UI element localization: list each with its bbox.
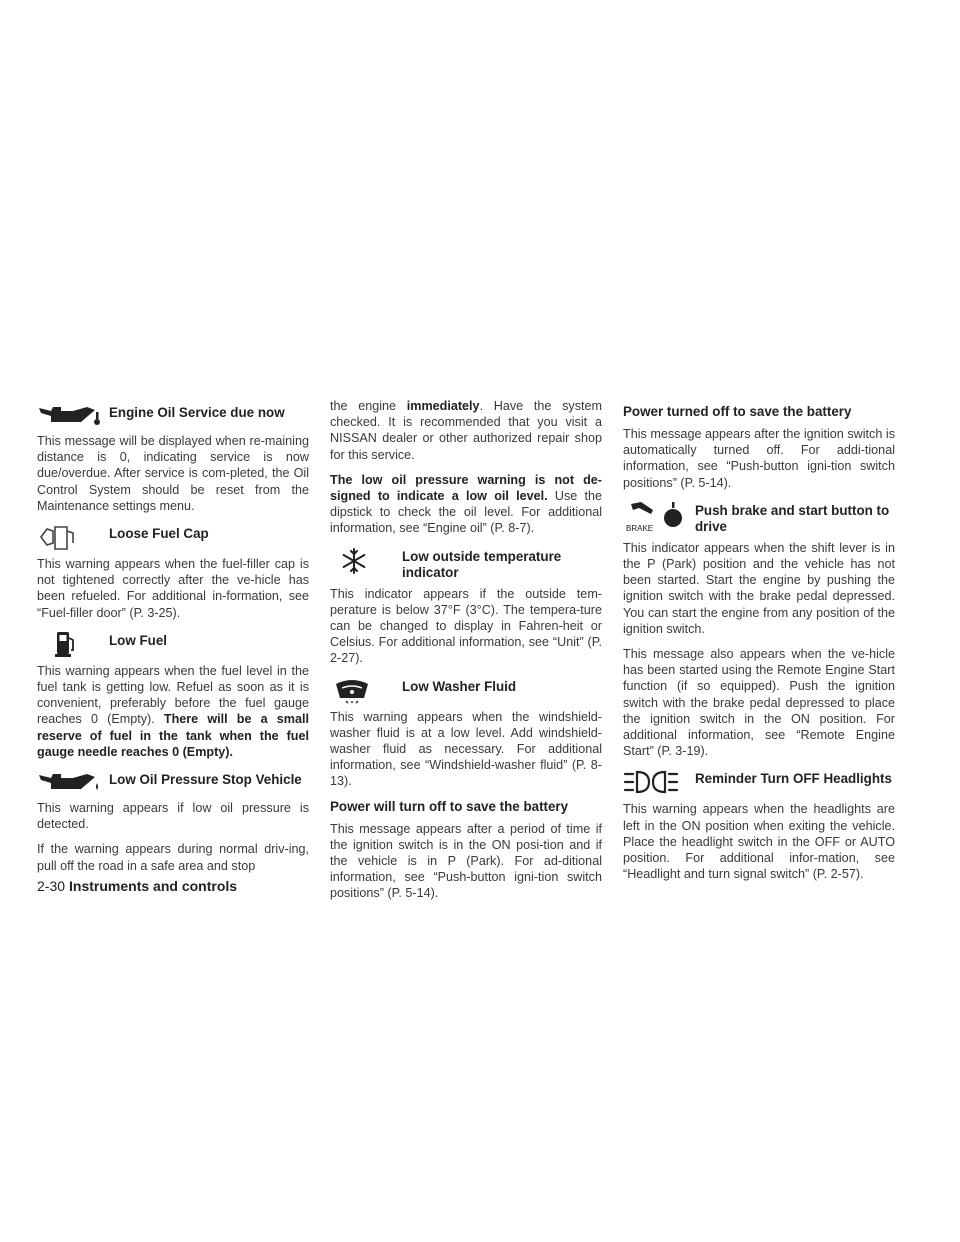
low-oil-title: Low Oil Pressure Stop Vehicle [109,772,302,788]
fuel-cap-title: Loose Fuel Cap [109,526,209,542]
page-number: 2-30 [37,878,66,894]
power-turned-off-title: Power turned off to save the battery [623,404,852,419]
power-turned-off-text: This message appears after the ignition switch is automatically turned off. For addi-tional information, see “Push-button igni-tion switch positions” (P. 5-14). [623,427,895,490]
washer-text: This warning appears when the windshield-washer fluid is at a low level. Add windshield-washer fluid as necessary. For additional information, see “Windshield-washer fluid” (P. 8-13). [330,709,602,789]
low-fuel-bold: There will be a small reserve of fuel in the tank when the fuel gauge needle reaches 0 (Empty). [37,712,309,759]
fuel-cap-text: This warning appears when the fuel-filler cap is not tightened correctly after the ve-hicle has been refueled. For additional in-formation, see “Fuel-filler door” (P. 3-25). [37,557,309,620]
fuel-cap-icon [37,523,109,551]
column-3 [623,398,895,891]
low-oil-text-2: If the warning appears during normal driv-ing, pull off the road in a safe area and stop [37,842,309,873]
low-oil-text-1: This warning appears if low oil pressure is detected. [37,801,309,832]
push-brake-text-2: This message also appears when the ve-hicle has been started using the Remote Engine Start function (if so equipped). Push the ignition switch with the brake pedal depressed to place the ignition switch in the ON position. For additional information, see “Remote Engine Start” (P. 3-19). [623,647,895,759]
low-oil-warning-text: The low oil pressure warning is not de-signed to indicate a low oil level. Use the dipstick to check the oil level. For additional information, see “Engine oil” (P. 8-7). [330,472,603,536]
low-oil-continued-text: the engine immediately. Have the system checked. It is recommended that you visit a NISSAN dealer or other authorized repair shop for this service. [330,399,602,462]
fuel-pump-icon [37,630,109,658]
engine-oil-text: This message will be displayed when re-maining distance is 0, indicating service is now due/overdue. After service is com-pleted, the Oil Control System should be reset from the Maintenance settings menu. [37,434,309,513]
low-oil-heading [37,769,309,795]
push-brake-heading [623,500,895,535]
fuel-cap-heading [37,523,309,551]
headlights-title: Reminder Turn OFF Headlights [695,771,892,787]
push-brake-text-1: This indicator appears when the shift lever is in the P (Park) position and the vehicle has not been started. Start the engine by pushing the ignition switch with the brake pedal depressed. You can start the engine from any position of the ignition switch. [623,540,895,636]
low-temp-heading [330,546,602,581]
oil-can-wrench-icon [37,402,109,428]
power-turn-off-text: This message appears after a period of time if the ignition switch is in the ON posi-tion and if the vehicle is in P (Park). For ad-ditional information, see “Push-button igni-tion switch positions” (P. 5-14). [330,821,602,901]
engine-oil-title: Engine Oil Service due now [109,405,285,420]
low-temp-text: This indicator appears if the outside tem-perature is below 37°F (3°C). The tempera-ture can be changed to display in Fahren-heit or Celsius. For additional information, see “Unit” (P. 2-27). [330,586,602,666]
washer-title: Low Washer Fluid [402,678,517,694]
headlights-text: This warning appears when the headlights are left in the ON position when exiting the vehicle. Place the headlight switch in the OFF or AUTO position. For additional infor-mation, see “Headlight and turn signal switch” (P. 2-57). [623,802,895,882]
column-2 [330,398,602,911]
column-1 [37,398,309,883]
section-title: Instruments and controls [69,878,238,894]
low-fuel-title: Low Fuel [109,632,168,648]
washer-heading [330,676,602,704]
page-footer [37,878,237,894]
headlights-heading [623,768,895,796]
brake-label: BRAKE [626,523,654,533]
low-temp-title: Low outside temperature indicator [402,548,562,580]
low-fuel-text: This warning appears when the fuel level in the fuel tank is getting low. Refuel as soon as it is convenient, preferably before the fuel gauge reaches 0 (Empty). There will be a small reserve of fuel in the tank when the fuel gauge needle reaches 0 (Empty). [37,663,309,759]
engine-oil-heading [37,402,309,428]
snowflake-icon [330,546,402,576]
oil-can-icon [37,769,109,795]
brake-push-button-icon [623,500,695,534]
headlight-icon [623,768,695,796]
power-turn-off-title: Power will turn off to save the battery [330,798,569,814]
low-fuel-heading [37,630,309,658]
washer-fluid-icon [330,676,402,704]
push-brake-title: Push brake and start button to drive [695,502,890,534]
